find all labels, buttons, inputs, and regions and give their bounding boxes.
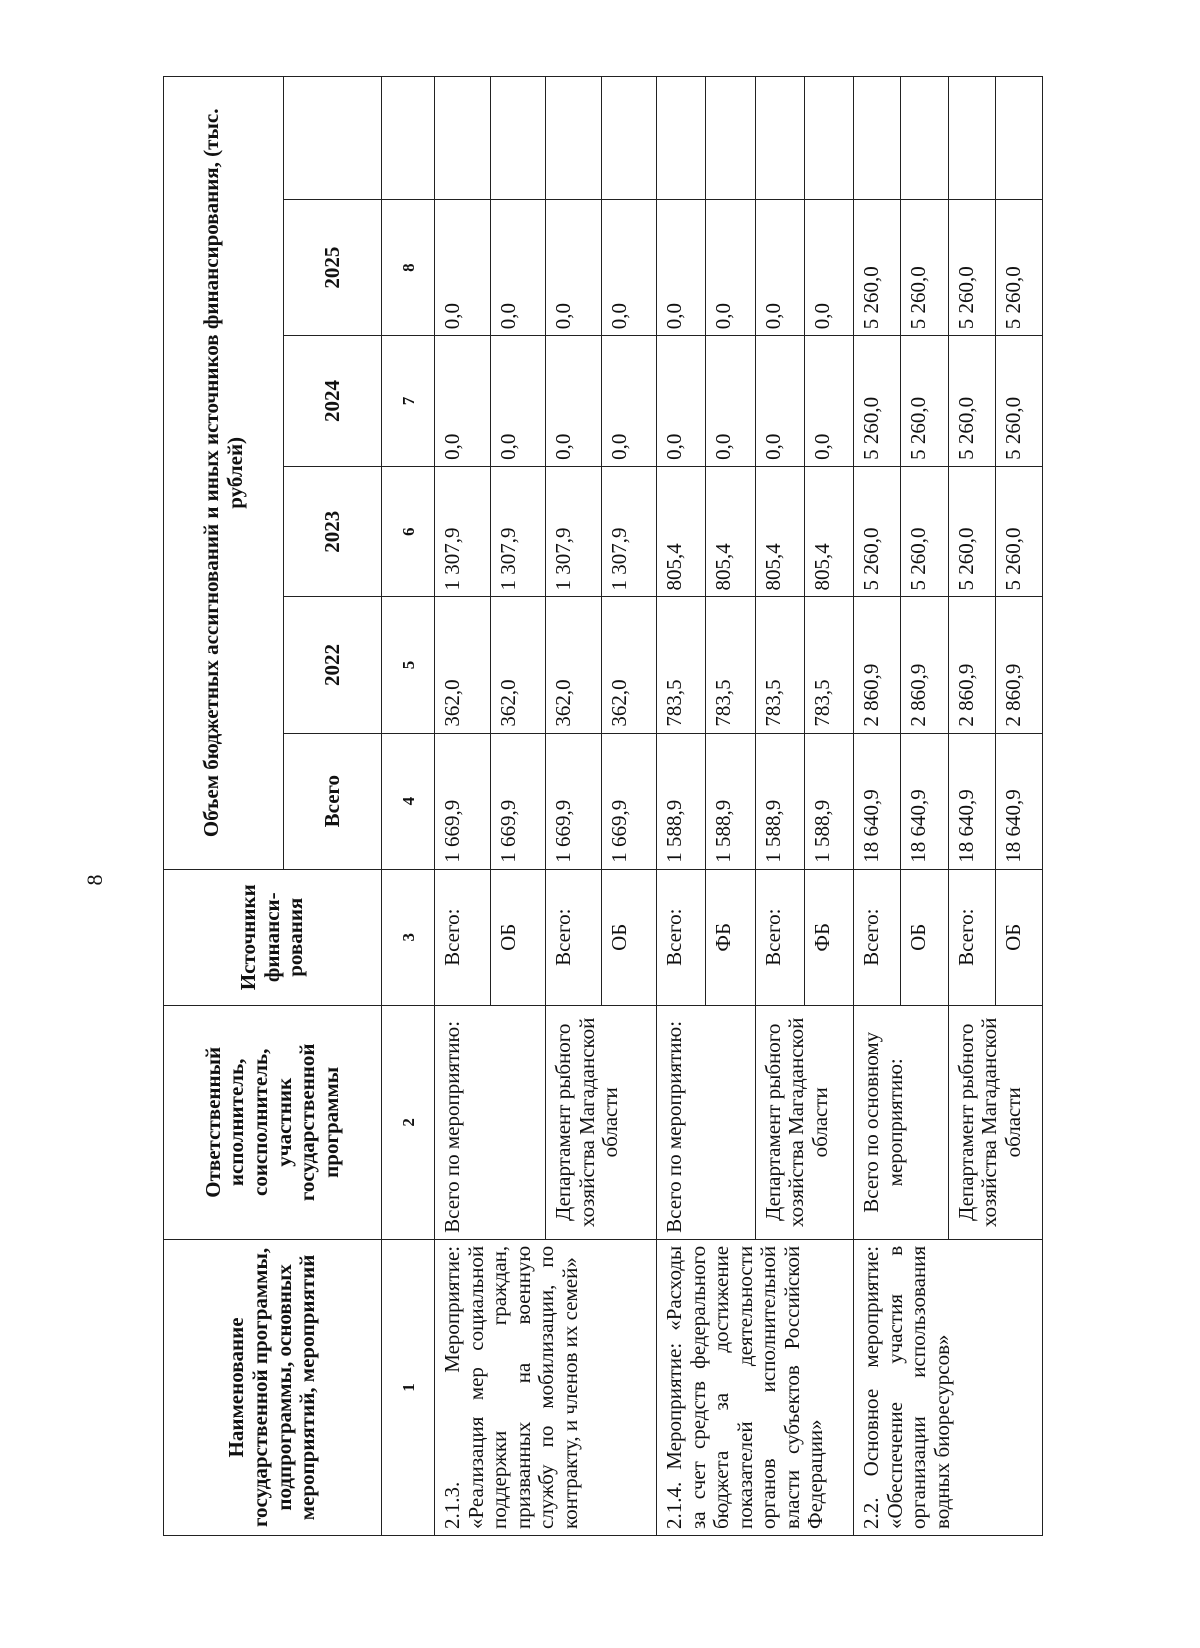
value-2023: 805,4 <box>804 466 853 597</box>
executor-cell: Всего по основному мероприятию: <box>854 1005 948 1239</box>
value-2025: 0,0 <box>804 200 853 336</box>
source-cell: ОБ <box>490 869 545 1005</box>
header-total: Всего <box>284 733 382 869</box>
spacer-cell <box>657 77 706 200</box>
value-2022: 362,0 <box>435 597 490 733</box>
index-cell: 3 <box>382 869 435 1005</box>
value-2022: 2 860,9 <box>948 597 995 733</box>
value-2024: 0,0 <box>804 336 853 467</box>
source-cell: Всего: <box>435 869 490 1005</box>
measure-name: 2.2. Основное мероприятие: «Обеспечение участия в организации использования водных биоресурсов» <box>854 1239 1043 1535</box>
spacer-cell <box>804 77 853 200</box>
index-cell: 2 <box>382 1005 435 1239</box>
spacer-cell <box>755 77 804 200</box>
source-cell: ФБ <box>706 869 755 1005</box>
executor-cell: Всего по мероприятию: <box>657 1005 756 1239</box>
header-executor-col: Ответственный исполнитель, соисполнитель, участник государственной программы <box>164 1005 382 1239</box>
value-2022: 783,5 <box>755 597 804 733</box>
value-2022: 783,5 <box>706 597 755 733</box>
value-2024: 5 260,0 <box>995 336 1042 467</box>
value-2025: 0,0 <box>546 200 601 336</box>
value-2024: 0,0 <box>546 336 601 467</box>
value-2025: 0,0 <box>490 200 545 336</box>
value-2023: 5 260,0 <box>948 466 995 597</box>
value-2023: 805,4 <box>657 466 706 597</box>
source-cell: ОБ <box>601 869 656 1005</box>
value-2023: 1 307,9 <box>490 466 545 597</box>
value-2024: 0,0 <box>657 336 706 467</box>
value-2025: 0,0 <box>657 200 706 336</box>
executor-cell: Департамент рыбного хозяйства Магаданской области <box>948 1005 1042 1239</box>
value-2022: 2 860,9 <box>854 597 901 733</box>
header-year-2023: 2023 <box>284 466 382 597</box>
value-total: 1 669,9 <box>435 733 490 869</box>
spacer-cell <box>546 77 601 200</box>
header-year-2025: 2025 <box>284 200 382 336</box>
value-2022: 362,0 <box>490 597 545 733</box>
measure-name: 2.1.3. Мероприятие: «Реализация мер социальной поддержки граждан, призванных на военную службу по мобилизации, по контракту, и членов их семей» <box>435 1239 657 1535</box>
value-2024: 0,0 <box>435 336 490 467</box>
rotated-table-container <box>163 76 1043 1536</box>
spacer-cell <box>948 77 995 200</box>
source-cell: Всего: <box>948 869 995 1005</box>
value-total: 18 640,9 <box>995 733 1042 869</box>
index-cell <box>382 77 435 200</box>
source-cell: ФБ <box>804 869 853 1005</box>
value-total: 1 588,9 <box>755 733 804 869</box>
value-2023: 1 307,9 <box>546 466 601 597</box>
value-2025: 0,0 <box>601 200 656 336</box>
value-2025: 5 260,0 <box>948 200 995 336</box>
index-cell: 1 <box>382 1239 435 1535</box>
value-total: 1 588,9 <box>706 733 755 869</box>
value-2023: 5 260,0 <box>901 466 948 597</box>
executor-cell: Всего по мероприятию: <box>435 1005 546 1239</box>
value-2023: 805,4 <box>706 466 755 597</box>
value-2024: 5 260,0 <box>948 336 995 467</box>
index-cell: 7 <box>382 336 435 467</box>
value-total: 18 640,9 <box>854 733 901 869</box>
value-2022: 362,0 <box>601 597 656 733</box>
value-total: 18 640,9 <box>948 733 995 869</box>
value-2025: 5 260,0 <box>854 200 901 336</box>
value-2022: 2 860,9 <box>901 597 948 733</box>
header-year-2022: 2022 <box>284 597 382 733</box>
executor-cell: Департамент рыбного хозяйства Магаданской области <box>755 1005 854 1239</box>
value-2023: 5 260,0 <box>854 466 901 597</box>
spacer-cell <box>601 77 656 200</box>
value-2023: 5 260,0 <box>995 466 1042 597</box>
spacer-cell <box>706 77 755 200</box>
header-volume: Объем бюджетных ассигнований и иных источников финансирования, (тыс. рублей) <box>164 77 284 870</box>
source-cell: Всего: <box>657 869 706 1005</box>
header-name-col: Наименование государственной программы, подпрограммы, основных мероприятий, мероприятий <box>164 1239 382 1535</box>
value-2025: 0,0 <box>435 200 490 336</box>
header-source-col: Источники финанси-рования <box>164 869 382 1005</box>
budget-table <box>163 76 1043 1536</box>
spacer-cell <box>995 77 1042 200</box>
value-2022: 783,5 <box>804 597 853 733</box>
source-cell: Всего: <box>546 869 601 1005</box>
value-total: 1 669,9 <box>490 733 545 869</box>
value-2024: 5 260,0 <box>901 336 948 467</box>
value-2024: 5 260,0 <box>854 336 901 467</box>
value-total: 1 588,9 <box>804 733 853 869</box>
value-total: 1 669,9 <box>546 733 601 869</box>
spacer-cell <box>854 77 901 200</box>
value-2024: 0,0 <box>706 336 755 467</box>
value-2025: 5 260,0 <box>901 200 948 336</box>
value-total: 1 588,9 <box>657 733 706 869</box>
index-cell: 8 <box>382 200 435 336</box>
value-2025: 0,0 <box>755 200 804 336</box>
value-2024: 0,0 <box>755 336 804 467</box>
value-total: 1 669,9 <box>601 733 656 869</box>
spacer-cell <box>901 77 948 200</box>
source-cell: Всего: <box>755 869 804 1005</box>
spacer-cell <box>435 77 490 200</box>
value-2022: 783,5 <box>657 597 706 733</box>
page-number: 8 <box>82 874 107 886</box>
value-2023: 1 307,9 <box>601 466 656 597</box>
source-cell: ОБ <box>995 869 1042 1005</box>
value-total: 18 640,9 <box>901 733 948 869</box>
index-cell: 6 <box>382 466 435 597</box>
index-cell: 5 <box>382 597 435 733</box>
measure-name: 2.1.4. Мероприятие: «Расходы за счет средств федерального бюджета за достижение показателей деятельности органов исполнительной власти субъектов Российской Федерации» <box>657 1239 854 1535</box>
header-year-2024: 2024 <box>284 336 382 467</box>
index-cell: 4 <box>382 733 435 869</box>
value-2022: 362,0 <box>546 597 601 733</box>
value-2024: 0,0 <box>601 336 656 467</box>
value-2025: 5 260,0 <box>995 200 1042 336</box>
value-2022: 2 860,9 <box>995 597 1042 733</box>
executor-cell: Департамент рыбного хозяйства Магаданской области <box>546 1005 657 1239</box>
value-2023: 805,4 <box>755 466 804 597</box>
value-2023: 1 307,9 <box>435 466 490 597</box>
value-2024: 0,0 <box>490 336 545 467</box>
header-spacer <box>284 77 382 200</box>
value-2025: 0,0 <box>706 200 755 336</box>
source-cell: Всего: <box>854 869 901 1005</box>
spacer-cell <box>490 77 545 200</box>
source-cell: ОБ <box>901 869 948 1005</box>
